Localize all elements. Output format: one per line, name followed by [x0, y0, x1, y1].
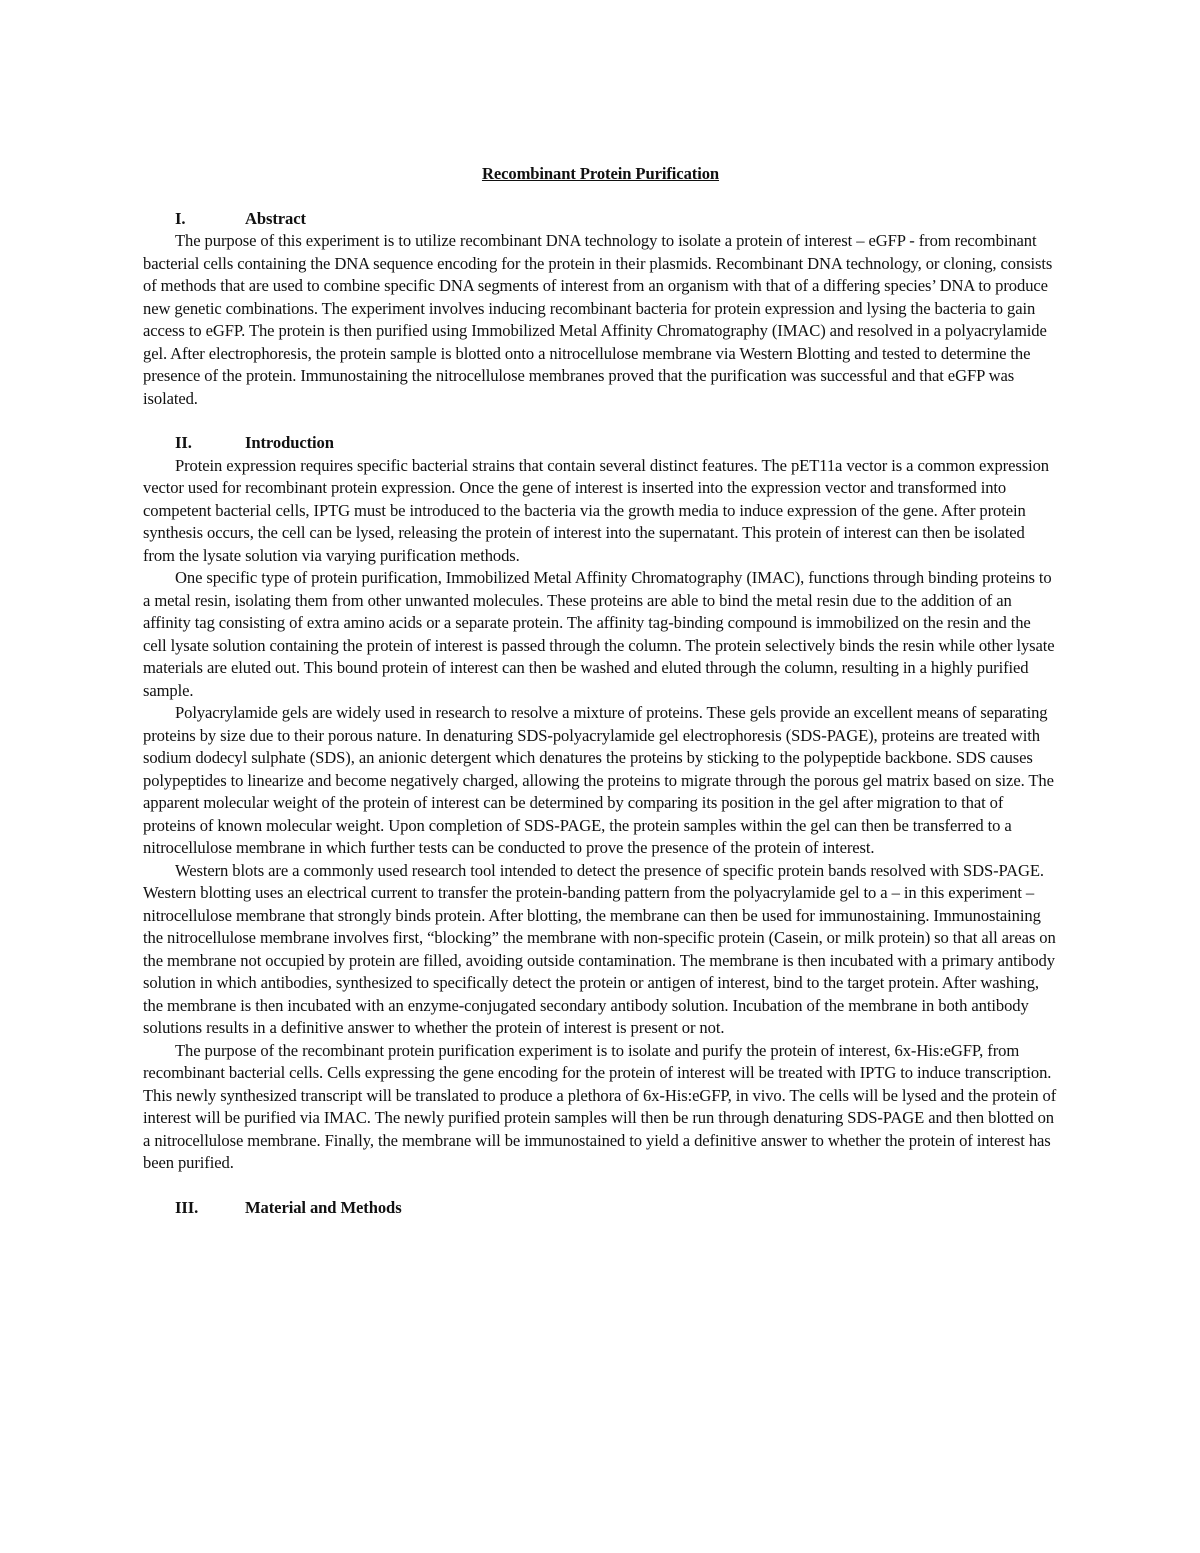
section-title: Abstract [245, 208, 306, 228]
section-heading-introduction [143, 432, 1058, 455]
section-introduction [143, 432, 1058, 1175]
document-body [143, 163, 1058, 1241]
introduction-paragraph: The purpose of the recombinant protein purification experiment is to isolate and purify the protein of interest, 6x-His:eGFP, from recombinant bacterial cells. Cells expressing the gene encoding for the protein of interest will be treated with IPTG to induce transcription. This newly synthesized transcript will be translated to produce a plethora of 6x-His:eGFP, in vivo. The cells will be lysed and the protein of interest will be purified via IMAC. The newly purified protein samples will then be run through denaturing SDS-PAGE and then blotted on a nitrocellulose membrane. Finally, the membrane will be immunostained to yield a definitive answer to whether the protein of interest has been purified. [143, 1040, 1057, 1172]
abstract-paragraph: The purpose of this experiment is to utilize recombinant DNA technology to isolate a protein of interest – eGFP - from recombinant bacterial cells containing the DNA sequence encoding for the protein in their plasmids. Recombinant DNA technology, or cloning, consists of methods that are used to combine specific DNA segments of interest from an organism with that of a differing species’ DNA to produce new genetic combinations. The experiment involves inducing recombinant bacteria for protein expression and lysing the bacteria to gain access to eGFP. The protein is then purified using Immobilized Metal Affinity Chromatography (IMAC) and resolved in a polyacrylamide gel. After electrophoresis, the protein sample is blotted onto a nitrocellulose membrane via Western Blotting and tested to determine the presence of the protein. Immunostaining the nitrocellulose membranes proved that the purification was successful and that eGFP was isolated. [143, 231, 1053, 408]
section-heading-methods [143, 1197, 1058, 1220]
section-title: Introduction [245, 433, 334, 452]
introduction-paragraph: Western blots are a commonly used research tool intended to detect the presence of specific protein bands resolved with SDS-PAGE. Western blotting uses an electrical current to transfer the protein-banding pattern from the polyacrylamide gel to a – in this experiment – nitrocellulose membrane that strongly binds protein. After blotting, the membrane can then be used for immunostaining. Immunostaining the nitrocellulose membrane involves first, “blocking” the membrane with non-specific protein (Casein, or milk protein) so that all areas on the membrane not occupied by protein are filled, avoiding outside contamination. The membrane is then incubated with a primary antibody solution in which antibodies, synthesized to specifically detect the protein or antigen of interest, bind to the target protein. After washing, the membrane is then incubated with an enzyme-conjugated secondary antibody solution. Incubation of the membrane in both antibody solutions results in a definitive answer to whether the protein of interest is present or not. [143, 860, 1056, 1037]
document-title: Recombinant Protein Purification [481, 164, 720, 183]
introduction-paragraph: Polyacrylamide gels are widely used in research to resolve a mixture of proteins. These gels provide an excellent means of separating proteins by size due to their porous nature. In denaturing SDS-polyacrylamide gel electrophoresis (SDS-PAGE), proteins are treated with sodium dodecyl sulphate (SDS), an anionic detergent which denatures the proteins by sticking to the polypeptide backbone. SDS causes polypeptides to linearize and become negatively charged, allowing the proteins to migrate through the porous gel matrix based on size. The apparent molecular weight of the protein of interest can be determined by comparing its position in the gel after migration to that of proteins of known molecular weight. Upon completion of SDS-PAGE, the protein samples within the gel can then be transferred to a nitrocellulose membrane in which further tests can be conducted to prove the presence of the protein of interest. [143, 703, 1054, 857]
section-heading-abstract [143, 208, 1058, 231]
section-title: Material and Methods [245, 1197, 402, 1217]
section-abstract [143, 208, 1058, 411]
section-number: III. [175, 1197, 199, 1217]
section-methods [143, 1197, 1058, 1220]
introduction-paragraph: Protein expression requires specific bacterial strains that contain several distinct features. The pET11a vector is a common expression vector used for recombinant protein expression. Once the gene of interest is inserted into the expression vector and transformed into competent bacterial cells, IPTG must be introduced to the bacteria via the growth media to induce expression of the gene. After protein synthesis occurs, the cell can be lysed, releasing the protein of interest into the supernatant. This protein of interest can then be isolated from the lysate solution via varying purification methods. [143, 455, 1049, 565]
introduction-paragraph: One specific type of protein purification, Immobilized Metal Affinity Chromatography (IMAC), functions through binding proteins to a metal resin, isolating them from other unwanted molecules. These proteins are able to bind the metal resin due to the addition of an affinity tag consisting of extra amino acids or a separate protein. The affinity tag-binding compound is immobilized on the resin and the cell lysate solution containing the protein of interest is passed through the column. The protein selectively binds the resin while other lysate materials are eluted out. This bound protein of interest can then be washed and eluted through the column, resulting in a highly purified sample. [143, 568, 1055, 700]
section-number: II. [175, 433, 192, 452]
section-number: I. [175, 208, 186, 228]
